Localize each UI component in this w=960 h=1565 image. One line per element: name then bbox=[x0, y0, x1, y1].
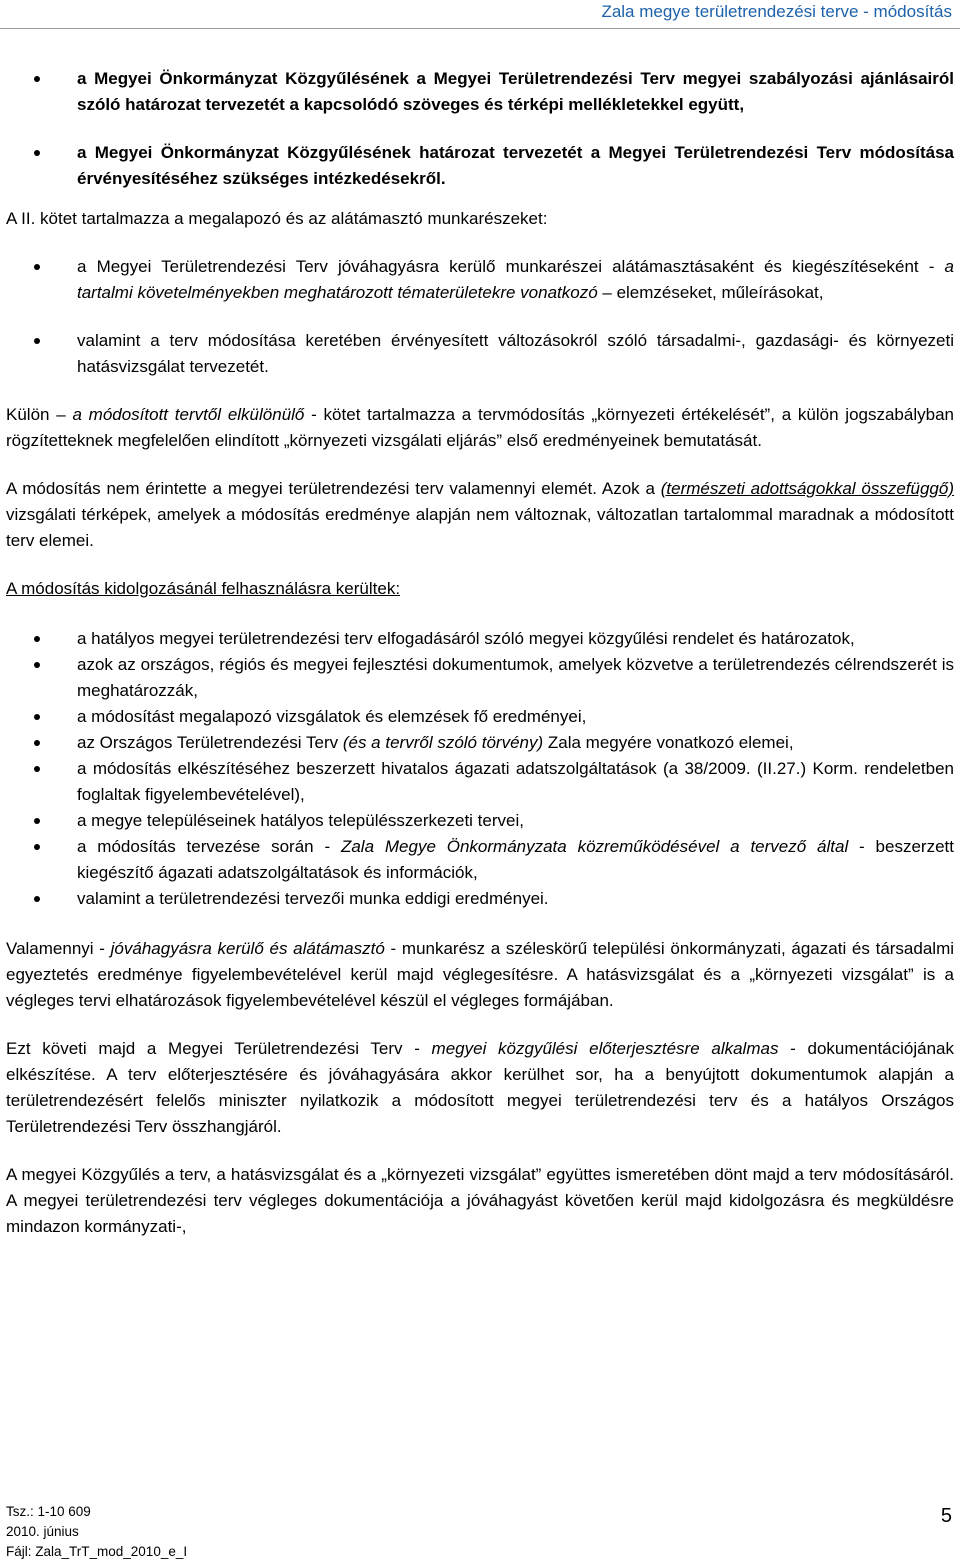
text-span: Zala megyére vonatkozó elemei, bbox=[543, 733, 794, 752]
intro-bullet-list bbox=[6, 66, 954, 192]
volume-2-list bbox=[6, 254, 954, 380]
assembly-paragraph: A megyei Közgyűlés a terv, a hatásvizsgálat és a „környezeti vizsgálat” együttes ismeretében dönt majd a terv módosításáról. A megyei területrendezési terv végleges dokumentációja a jóváhagyást követően kerül majd kidolgozásra és megküldésre mindazon kormányzati-, bbox=[6, 1165, 954, 1236]
footer-file: Fájl: Zala_TrT_mod_2010_e_I bbox=[6, 1544, 188, 1559]
text-span: Külön – bbox=[6, 405, 73, 424]
list-item: a hatályos megyei területrendezési terv elfogadásáról szóló megyei közgyűlési rendelet és határozatok, bbox=[6, 626, 954, 652]
unaffected-elements-paragraph bbox=[6, 476, 954, 554]
text-span: - kötet tartalmazza a tervmódosítás „környezeti értékelését”, a külön jogszabályban rögzítetteknek megfelelően elindított „környezeti vizsgálati eljárás” első eredményeinek bemutatását. bbox=[6, 405, 954, 450]
footer-tsz: Tsz.: 1-10 609 bbox=[6, 1504, 91, 1519]
text-span: Ezt követi majd a Megyei Területrendezési Terv - bbox=[6, 1039, 432, 1058]
italic-span: a tartalmi követelményekben meghatározott tématerületekre vonatkozó bbox=[77, 257, 954, 302]
footer-date: 2010. június bbox=[6, 1524, 79, 1539]
list-item bbox=[6, 254, 954, 306]
text-span: a módosítás tervezése során - bbox=[77, 837, 341, 856]
italic-span: a módosított tervtől elkülönülő bbox=[72, 405, 305, 424]
sources-list bbox=[6, 626, 954, 912]
list-item bbox=[6, 834, 954, 886]
document-body bbox=[6, 66, 954, 1240]
page-footer bbox=[6, 1502, 187, 1562]
next-step-paragraph bbox=[6, 1036, 954, 1140]
page-header bbox=[0, 0, 960, 29]
list-item: a módosítás elkészítéséhez beszerzett hivatalos ágazati adatszolgáltatások (a 38/2009. (II.27.) Korm. rendeletben foglaltak figyelembevételével), bbox=[6, 756, 954, 808]
text-span: – elemzéseket, műleírásokat, bbox=[597, 283, 824, 302]
volume-2-lead: A II. kötet tartalmazza a megalapozó és az alátámasztó munkarészeket: bbox=[6, 209, 548, 228]
text-span: vizsgálati térképek, amelyek a módosítás eredménye alapján nem változnak, változatlan tartalommal maradnak a módosított terv elemei. bbox=[6, 505, 954, 550]
list-item: valamint a terv módosítása keretében érvényesített változásokról szóló társadalmi-, gazdasági- és környezeti hatásvizsgálat tervezetét. bbox=[6, 328, 954, 380]
italic-span: (és a tervről szóló törvény) bbox=[342, 733, 544, 752]
text-span: A módosítás nem érintette a megyei területrendezési terv valamennyi elemét. Azok a bbox=[6, 479, 661, 498]
list-item: a Megyei Önkormányzat Közgyűlésének a Megyei Területrendezési Terv megyei szabályozási ajánlásairól szóló határozat tervezetét a kapcsolódó szöveges és térképi mellékletekkel együtt, bbox=[6, 66, 954, 118]
italic-span: jóváhagyásra kerülő és alátámasztó bbox=[110, 939, 385, 958]
text-span: a Megyei Területrendezési Terv jóváhagyásra kerülő munkarészei alátámasztásaként és kiegészítéseként - bbox=[77, 257, 945, 276]
list-item: a Megyei Önkormányzat Közgyűlésének határozat tervezetét a Megyei Területrendezési Terv módosítása érvényesítéséhez szükséges intézkedésekről. bbox=[6, 140, 954, 192]
list-item: a módosítást megalapozó vizsgálatok és elemzések fő eredményei, bbox=[6, 704, 954, 730]
text-span: - dokumentációjának elkészítése. A terv előterjesztésére és jóváhagyására akkor kerülhet sor, ha a benyújtott dokumentumok alapján a területrendezésért felelős miniszter nyilatkozik a módosított megyei területrendezési terv és a hatályos Országos Területrendezési Terv összhangjáról. bbox=[6, 1039, 954, 1136]
page-number: 5 bbox=[940, 1505, 952, 1527]
text-span: - beszerzett kiegészítő ágazati adatszolgáltatások és információk, bbox=[77, 837, 954, 882]
list-item: valamint a területrendezési tervezői munka eddigi eredményei. bbox=[6, 886, 954, 912]
list-item: azok az országos, régiós és megyei fejlesztési dokumentumok, amelyek közvetve a területrendezés célrendszerét is meghatározzák, bbox=[6, 652, 954, 704]
text-span: Valamennyi - bbox=[6, 939, 111, 958]
list-item: a megye településeinek hatályos településszerkezeti tervei, bbox=[6, 808, 954, 834]
italic-span: megyei közgyűlési előterjesztésre alkalmas bbox=[431, 1039, 779, 1058]
all-parts-paragraph bbox=[6, 936, 954, 1014]
list-item bbox=[6, 730, 954, 756]
italic-span: (természeti adottságokkal összefüggő) bbox=[660, 479, 954, 498]
header-title: Zala megye területrendezési terve - módosítás bbox=[601, 2, 952, 21]
separate-volume-paragraph bbox=[6, 402, 954, 454]
sources-heading: A módosítás kidolgozásánál felhasználásra kerültek: bbox=[6, 579, 401, 598]
text-span: az Országos Területrendezési Terv bbox=[77, 733, 343, 752]
italic-span: Zala Megye Önkormányzata közreműködésével a tervező által bbox=[340, 837, 849, 856]
text-span: - munkarész a széleskörű települési önkormányzati, ágazati és társadalmi egyeztetés eredménye figyelembevételével kerül majd véglegesítésre. A hatásvizsgálat és a „környezeti vizsgálat” is a végleges tervi elhatározások figyelembevételével készül el végleges formájában. bbox=[6, 939, 955, 1010]
